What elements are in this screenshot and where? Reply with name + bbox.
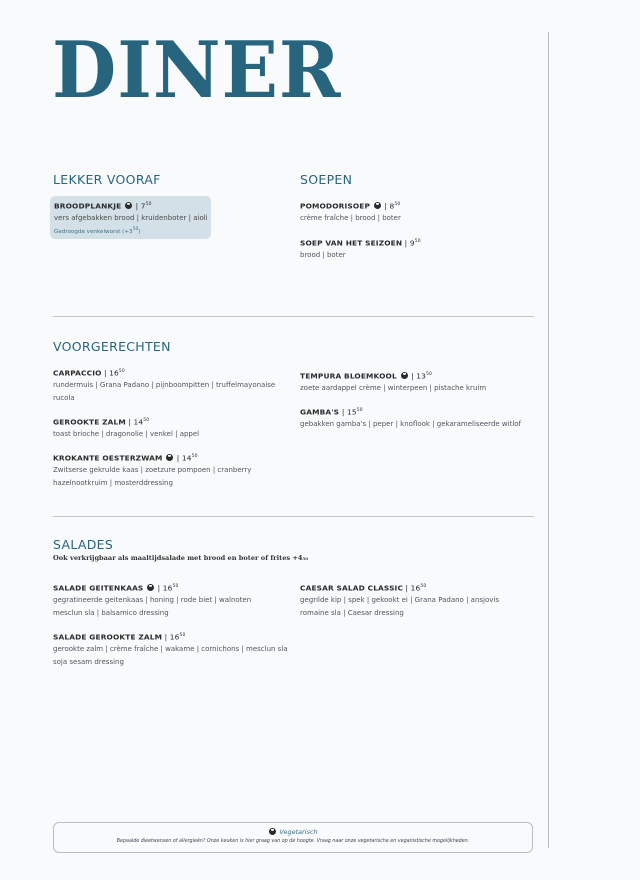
item-price-cents: 50 bbox=[425, 372, 432, 377]
item-price-cents: 50 bbox=[394, 202, 401, 207]
section-title-salades: SALADES bbox=[53, 537, 114, 552]
menu-title: DINER bbox=[52, 25, 342, 116]
item-description: gerookte zalm | crème fraîche | wakame | cornichons | mesclun sla soja sesam dressing bbox=[53, 645, 288, 666]
item-price: 15 bbox=[347, 407, 357, 417]
item-name: POMODORISOEP bbox=[300, 201, 371, 211]
subtitle-price-cents: 50 bbox=[302, 556, 309, 561]
separator: | bbox=[403, 583, 411, 593]
vegetarian-icon bbox=[125, 202, 132, 209]
item-description: gegrilde kip | spek | gekookt ei | Grana Padano | ansjovis romaine sla | Caesar dressing bbox=[300, 596, 499, 617]
item-description: gebakken gamba's | peper | knoflook | gekarameliseerde witlof bbox=[300, 420, 522, 429]
salades-subtitle bbox=[53, 554, 308, 562]
item-price: 14 bbox=[133, 417, 144, 427]
item-description: brood | boter bbox=[300, 251, 346, 260]
menu-item-tempura-bloemkool bbox=[300, 369, 540, 395]
extra-close: ) bbox=[138, 228, 141, 235]
item-price-cents: 50 bbox=[179, 633, 186, 638]
item-description: rundermuis | Grana Padano | pijnboompitten | truffelmayonaise rucola bbox=[53, 381, 276, 402]
item-price-cents: 50 bbox=[172, 584, 179, 589]
vegetarian-legend bbox=[54, 827, 532, 837]
item-name: CARPACCIO bbox=[53, 368, 102, 378]
section-title-soepen: SOEPEN bbox=[300, 172, 353, 187]
item-description: gegratineerde geitenkaas | honing | rode biet | walnoten mesclun sla | balsamico dressing bbox=[53, 596, 252, 617]
separator: | bbox=[133, 201, 141, 211]
item-description: crème fraîche | brood | boter bbox=[300, 214, 401, 223]
item-name: SALADE GEITENKAAS bbox=[53, 583, 144, 593]
item-price-cents: 50 bbox=[420, 584, 427, 589]
section-divider bbox=[53, 516, 534, 517]
menu-item-salade-gerookte-zalm bbox=[53, 630, 293, 668]
menu-item-soep-van-het-seizoen bbox=[300, 236, 540, 262]
separator: | bbox=[174, 453, 182, 463]
vertical-divider bbox=[548, 32, 549, 848]
item-price-cents: 50 bbox=[118, 369, 125, 374]
extra-price-cents: 50 bbox=[132, 226, 139, 232]
menu-item-salade-geitenkaas bbox=[53, 581, 293, 619]
item-name: BROODPLANKJE bbox=[54, 201, 122, 211]
separator: | bbox=[101, 368, 110, 378]
vegetarian-icon bbox=[401, 372, 408, 379]
separator: | bbox=[408, 371, 417, 381]
item-price-cents: 50 bbox=[143, 418, 150, 423]
menu-item-carpaccio bbox=[53, 366, 293, 404]
vegetarian-icon bbox=[269, 828, 276, 835]
extra-text: Gedroogde venkelworst (+3 bbox=[54, 228, 133, 235]
item-extra bbox=[54, 225, 294, 237]
item-price: 9 bbox=[409, 238, 415, 248]
item-price: 7 bbox=[140, 201, 146, 211]
item-description: vers afgebakken brood | kruidenboter | aioli bbox=[54, 214, 208, 223]
item-name: SALADE GEROOKTE ZALM bbox=[53, 632, 163, 642]
item-description: Zwitserse gekrulde kaas | zoetzure pompoen | cranberry hazelnootkruim | mosterddressing bbox=[53, 466, 252, 487]
item-price: 14 bbox=[181, 453, 192, 463]
section-title-lekker-vooraf: LEKKER VOORAF bbox=[53, 172, 161, 187]
item-price: 13 bbox=[416, 371, 426, 381]
item-price: 16 bbox=[109, 368, 119, 378]
item-price-cents: 50 bbox=[356, 408, 363, 413]
menu-item-broodplankje bbox=[54, 199, 294, 237]
legend-label: Vegetarisch bbox=[279, 828, 318, 836]
item-name: SOEP VAN HET SEIZOEN bbox=[300, 238, 403, 248]
item-price: 16 bbox=[169, 632, 180, 642]
vegetarian-icon bbox=[374, 202, 381, 209]
menu-item-pomodorisoep bbox=[300, 199, 540, 225]
item-price-cents: 50 bbox=[145, 202, 152, 207]
footer-notice-box bbox=[53, 822, 533, 853]
item-price-cents: 50 bbox=[414, 239, 421, 244]
vegetarian-icon bbox=[147, 584, 154, 591]
item-description: zoete aardappel crème | winterpeen | pistache kruim bbox=[300, 384, 487, 393]
item-name: CAESAR SALAD CLASSIC bbox=[300, 583, 404, 593]
menu-item-gambas bbox=[300, 405, 540, 431]
separator: | bbox=[162, 632, 170, 642]
separator: | bbox=[125, 417, 134, 427]
separator: | bbox=[381, 201, 390, 211]
subtitle-text: Ook verkrijgbaar als maaltijdsalade met brood en boter of frites +4 bbox=[53, 554, 303, 562]
item-name: KROKANTE OESTERZWAM bbox=[53, 453, 163, 463]
item-name: TEMPURA BLOEMKOOL bbox=[300, 371, 397, 381]
vegetarian-icon bbox=[166, 454, 173, 461]
menu-item-caesar-salad-classic bbox=[300, 581, 540, 619]
section-divider bbox=[53, 316, 534, 317]
separator: | bbox=[155, 583, 163, 593]
item-price-cents: 50 bbox=[191, 454, 198, 459]
separator: | bbox=[341, 407, 347, 417]
menu-item-krokante-oesterzwam bbox=[53, 451, 293, 489]
item-price: 16 bbox=[162, 583, 173, 593]
separator: | bbox=[402, 238, 410, 248]
item-name: GAMBA'S bbox=[300, 407, 342, 417]
item-price: 8 bbox=[389, 201, 395, 211]
item-description: toast brioche | dragonolie | venkel | appel bbox=[53, 430, 200, 439]
section-title-voorgerechten: VOORGERECHTEN bbox=[53, 339, 171, 354]
menu-item-gerookte-zalm bbox=[53, 415, 293, 441]
item-name: GEROOKTE ZALM bbox=[53, 417, 126, 427]
item-price: 16 bbox=[410, 583, 421, 593]
dietary-note: Bepaalde dieetwensen of allergieën? Onze keuken is hier graag van op de hoogte. Vraag naar onze vegetarische en veganistische mogelijkheden. bbox=[116, 839, 470, 844]
